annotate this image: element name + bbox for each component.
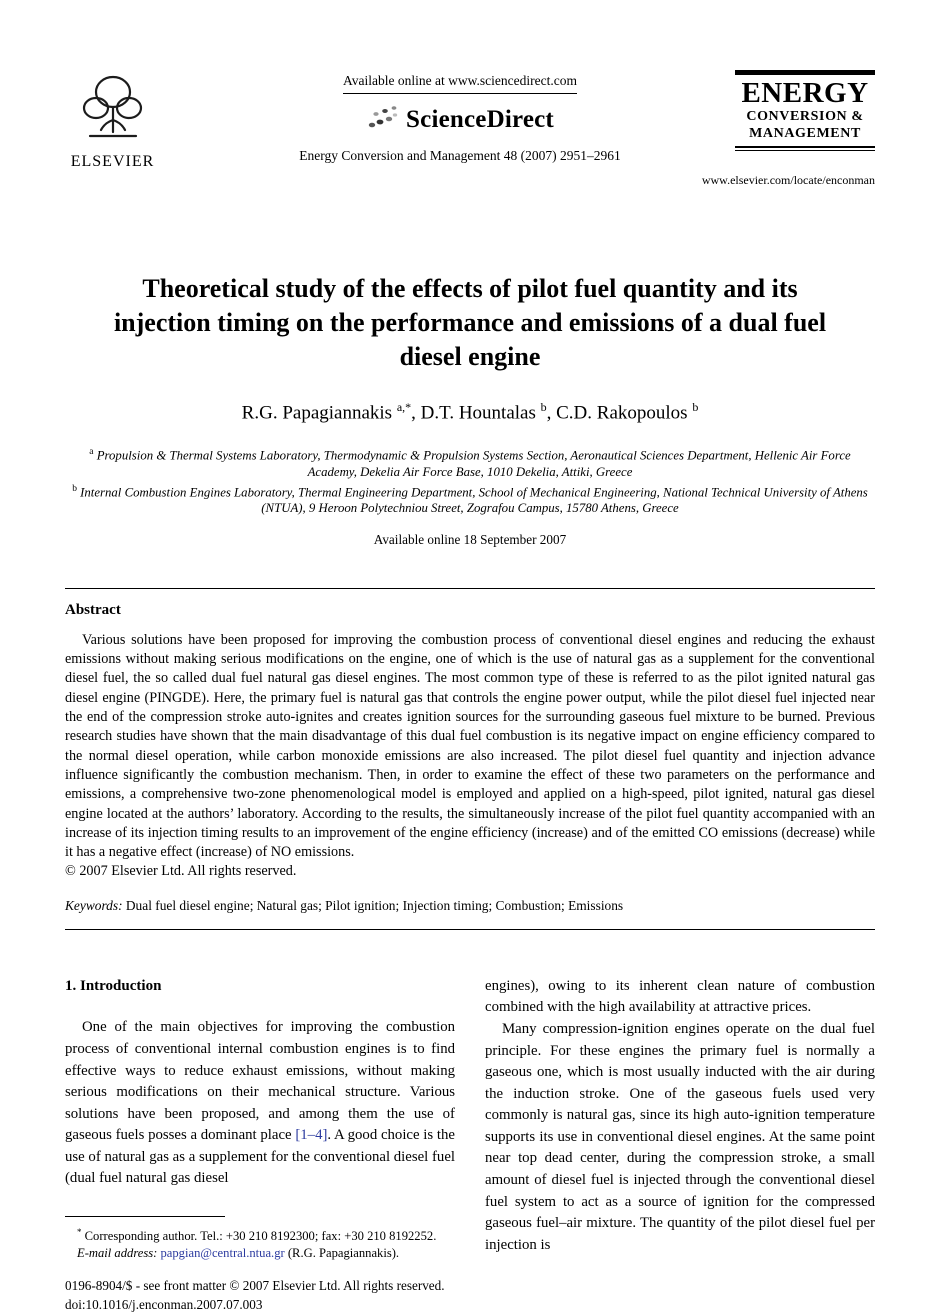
- journal-name-box: [735, 70, 875, 151]
- footnote-line-2: E-mail address: papgian@central.ntua.gr (R.G. Papagiannakis).: [77, 1246, 400, 1261]
- doi-line: doi:10.1016/j.enconman.2007.07.003: [65, 1297, 263, 1313]
- abstract-copyright: © 2007 Elsevier Ltd. All rights reserved.: [65, 863, 297, 880]
- available-online-date: Available online 18 September 2007: [373, 531, 567, 547]
- elsevier-wordmark: ELSEVIER: [70, 153, 155, 170]
- author-name: C.D. Rakopoulos: [556, 402, 688, 424]
- intro-paragraph-3: Many compression-ignition engines operate on the dual fuel principle. For these engines the primary fuel is normally a gaseous one, which is most usually inducted with the air during the induction stroke. One of the gaseous fuels used very commonly is natural gas, since its high auto-ignition temperature supports its use in conventional diesel engines. At the same point near top dead center, during the compression stroke, a small amount of diesel fuel is injected through the conventional diesel fuel system to act as a source of ignition for the compressed gaseous fuel–air mixture. The quantity of the pilot diesel fuel per injection is: [485, 1020, 875, 1253]
- left-column: [65, 976, 455, 1314]
- keywords-list: Dual fuel diesel engine; Natural gas; Pilot ignition; Injection timing; Combustion; Emissions: [122, 897, 624, 913]
- intro-paragraph-2: engines), owing to its inherent clean nature of combustion combined with the high availability at attractive prices.: [485, 977, 875, 1016]
- sciencedirect-dots-icon: [366, 103, 400, 136]
- author-line: R.G. Papagiannakis $^{a,*}$, D.T. Hountalas $^b$, C.D. Rakopoulos $^b$: [241, 400, 699, 424]
- affiliations-block: [65, 444, 875, 517]
- keywords-label: Keywords:: [65, 897, 123, 913]
- author-affil-sup: b: [540, 400, 547, 414]
- email-label: E-mail address:: [77, 1246, 158, 1261]
- author-affil-sup: b: [692, 400, 699, 414]
- journal-box-rule-thin: [735, 150, 875, 151]
- email-link[interactable]: papgian@central.ntua.gr: [160, 1246, 285, 1261]
- right-column: [485, 976, 875, 1314]
- page-header: [65, 70, 875, 220]
- sciencedirect-wordmark: ScienceDirect: [406, 105, 554, 133]
- section-heading-introduction: 1. Introduction: [65, 977, 162, 994]
- elsevier-tree-icon: [72, 133, 154, 150]
- affiliation-line: $^a$ Propulsion & Thermal Systems Laboratory, Thermodynamic & Propulsion Systems Section, Aeronautical Sciences Department, Hellenic Air Force Academy, Dekelia Air Force Base, 1010 Dekelia, Attiki, Greece: [89, 447, 851, 480]
- author-name: R.G. Papagiannakis: [241, 402, 393, 424]
- journal-name-line2: CONVERSION &: [746, 109, 864, 124]
- journal-name-line3: MANAGEMENT: [749, 126, 861, 141]
- author-name: D.T. Hountalas: [420, 402, 536, 424]
- journal-box-rule-thick: [735, 146, 875, 148]
- abstract-bottom-rule: [65, 929, 875, 930]
- footnote-line-1: * Corresponding author. Tel.: +30 210 8192300; fax: +30 210 8192252.: [77, 1227, 437, 1244]
- corresponding-author-footnote: [65, 1216, 455, 1262]
- journal-citation-line: Energy Conversion and Management 48 (2007) 2951–2961: [299, 148, 621, 163]
- available-online-text: Available online at www.sciencedirect.com: [343, 73, 577, 94]
- issn-copyright-line: 0196-8904/$ - see front matter © 2007 Elsevier Ltd. All rights reserved.: [65, 1278, 445, 1294]
- footnote-rule: [65, 1216, 225, 1217]
- article-title: Theoretical study of the effects of pilot fuel quantity and its injection timing on the performance and emissions of a dual fuel diesel engine: [113, 274, 827, 371]
- abstract-text: Various solutions have been proposed for improving the combustion process of conventional diesel engines and reducing the exhaust emissions without making serious modifications on the engine, one of which is the use of natural gas as a supplement for the conventional diesel fuel, the so called dual fuel natural gas diesel engines. The most common type of these is referred to as the pilot ignited natural gas diesel engine (PINGDE). Here, the primary fuel is natural gas that controls the engine power output, while the pilot diesel fuel injected near the end of the compression stroke auto-ignites and creates ignition sources for the surrounding gaseous fuel mixture to be burned. Previous research studies have shown that the main disadvantage of this dual fuel combustion is its negative impact on engine efficiency compared to the normal diesel operation, while carbon monoxide emissions are also increased. The pilot diesel fuel quantity and injection advance influence significantly the combustion mechanism. Then, in order to examine the effect of these two parameters on the performance and emissions, a comprehensive two-zone phenomenological model is employed and applied on a high-speed, pilot ignited, natural gas diesel engine located at the authors’ laboratory. According to the results, the simultaneously increase of the pilot fuel quantity accompanied with an increase of its injection timing results to an improvement of the engine efficiency (increase) and of the emitted CO emissions (decrease) while it has a negative effect (increase) of NO emissions.: [65, 631, 875, 861]
- journal-homepage-url: www.elsevier.com/locate/enconman: [701, 173, 875, 187]
- abstract-body: [65, 631, 875, 882]
- front-matter-footer: [65, 1276, 455, 1314]
- elsevier-logo: [65, 70, 160, 171]
- journal-name-line1: ENERGY: [741, 77, 869, 109]
- sciencedirect-logo: [295, 103, 625, 136]
- citation-link-1-4[interactable]: [1–4]: [295, 1127, 328, 1144]
- abstract-heading: Abstract: [65, 601, 121, 618]
- keywords-line: [65, 898, 875, 914]
- two-column-body: [65, 976, 875, 1314]
- abstract-top-rule: [65, 588, 875, 589]
- author-affil-sup: a,*: [396, 400, 412, 414]
- affiliation-line: $^b$ Internal Combustion Engines Laboratory, Thermal Engineering Department, School of Mechanical Engineering, National Technical University of Athens (NTUA), 9 Heroon Polytechniou Street, Zografou Campus, 15780 Athens, Greece: [72, 483, 868, 516]
- footnote-marker: *: [77, 1227, 82, 1238]
- intro-paragraph-1: One of the main objectives for improving the combustion process of conventional internal combustion engines is to find effective ways to reduce exhaust emissions, without making serious modifications on their mechanical structure. Various solutions have been proposed, and among them the use of gaseous fuels posses a dominant place [1–4]. A good choice is the use of natural gas as a supplement for the conventional diesel fuel (dual fuel natural gas diesel: [65, 1019, 455, 1187]
- header-center: [295, 72, 625, 164]
